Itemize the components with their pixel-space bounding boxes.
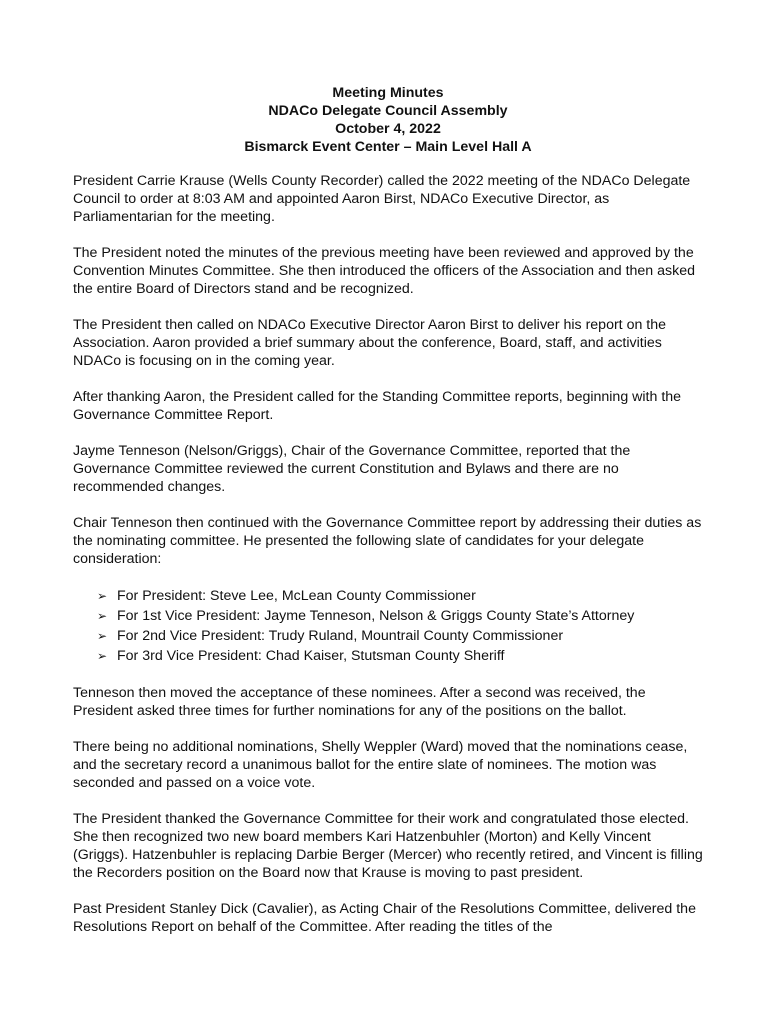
paragraph-standing-committees: After thanking Aaron, the President called for the Standing Committee reports, beginning with the Governance Committee Report. [73, 389, 682, 423]
header-date: October 4, 2022 [335, 121, 441, 137]
header-organization: NDACo Delegate Council Assembly [268, 103, 508, 119]
paragraph-call-to-order: President Carrie Krause (Wells County Recorder) called the 2022 meeting of the NDACo Delegate Council to order at 8:03 AM and appointed Aaron Birst, NDACo Executive Director, as Parliamentarian for the meeting. [73, 173, 691, 225]
document-header [73, 84, 703, 156]
paragraph-director-report: The President then called on NDACo Executive Director Aaron Birst to deliver his report on the Association. Aaron provided a brief summary about the conference, Board, staff, and activities NDACo is focusing on in the coming year. [73, 317, 667, 369]
list-item [97, 586, 703, 606]
paragraph-nominating-committee: Chair Tenneson then continued with the Governance Committee report by addressing their duties as the nominating committee. He presented the following slate of candidates for your delegate consideration: [73, 515, 702, 567]
list-item-text: For 3rd Vice President: Chad Kaiser, Stutsman County Sheriff [117, 648, 505, 664]
list-item [97, 626, 703, 646]
header-location: Bismarck Event Center – Main Level Hall A [244, 139, 532, 155]
paragraph-resolutions-report: Past President Stanley Dick (Cavalier), as Acting Chair of the Resolutions Committee, delivered the Resolutions Report on behalf of the Committee. After reading the titles of the [73, 901, 696, 935]
list-item-text: For 2nd Vice President: Trudy Ruland, Mountrail County Commissioner [117, 628, 564, 644]
header-title: Meeting Minutes [332, 85, 444, 101]
list-item-text: For President: Steve Lee, McLean County Commissioner [117, 588, 476, 604]
paragraph-governance-report: Jayme Tenneson (Nelson/Griggs), Chair of the Governance Committee, reported that the Governance Committee reviewed the current Constitution and Bylaws and there are no recommended changes. [73, 443, 631, 495]
document-page [73, 84, 703, 954]
list-item [97, 606, 703, 626]
arrow-bullet-icon: ➢ [97, 629, 108, 643]
arrow-bullet-icon: ➢ [97, 589, 108, 603]
arrow-bullet-icon: ➢ [97, 649, 108, 663]
arrow-bullet-icon: ➢ [97, 609, 108, 623]
list-item-text: For 1st Vice President: Jayme Tenneson, Nelson & Griggs County State’s Attorney [117, 608, 635, 624]
paragraph-new-board-members: The President thanked the Governance Committee for their work and congratulated those elected. She then recognized two new board members Kari Hatzenbuhler (Morton) and Kelly Vincent (Griggs). Hatzenbuhler is replacing Darbie Berger (Mercer) who recently retired, and Vincent is filling the Recorders position on the Board now that Krause is moving to past president. [73, 811, 703, 881]
paragraph-minutes-approved: The President noted the minutes of the previous meeting have been reviewed and approved by the Convention Minutes Committee. She then introduced the officers of the Association and then asked the entire Board of Directors stand and be recognized. [73, 245, 695, 297]
paragraph-nominees-moved: Tenneson then moved the acceptance of these nominees. After a second was received, the President asked three times for further nominations for any of the positions on the ballot. [73, 685, 646, 719]
paragraph-nominations-cease: There being no additional nominations, Shelly Weppler (Ward) moved that the nominations cease, and the secretary record a unanimous ballot for the entire slate of nominees. The motion was seconded and passed on a voice vote. [73, 739, 688, 791]
candidate-slate-list [73, 586, 703, 666]
list-item [97, 646, 703, 666]
